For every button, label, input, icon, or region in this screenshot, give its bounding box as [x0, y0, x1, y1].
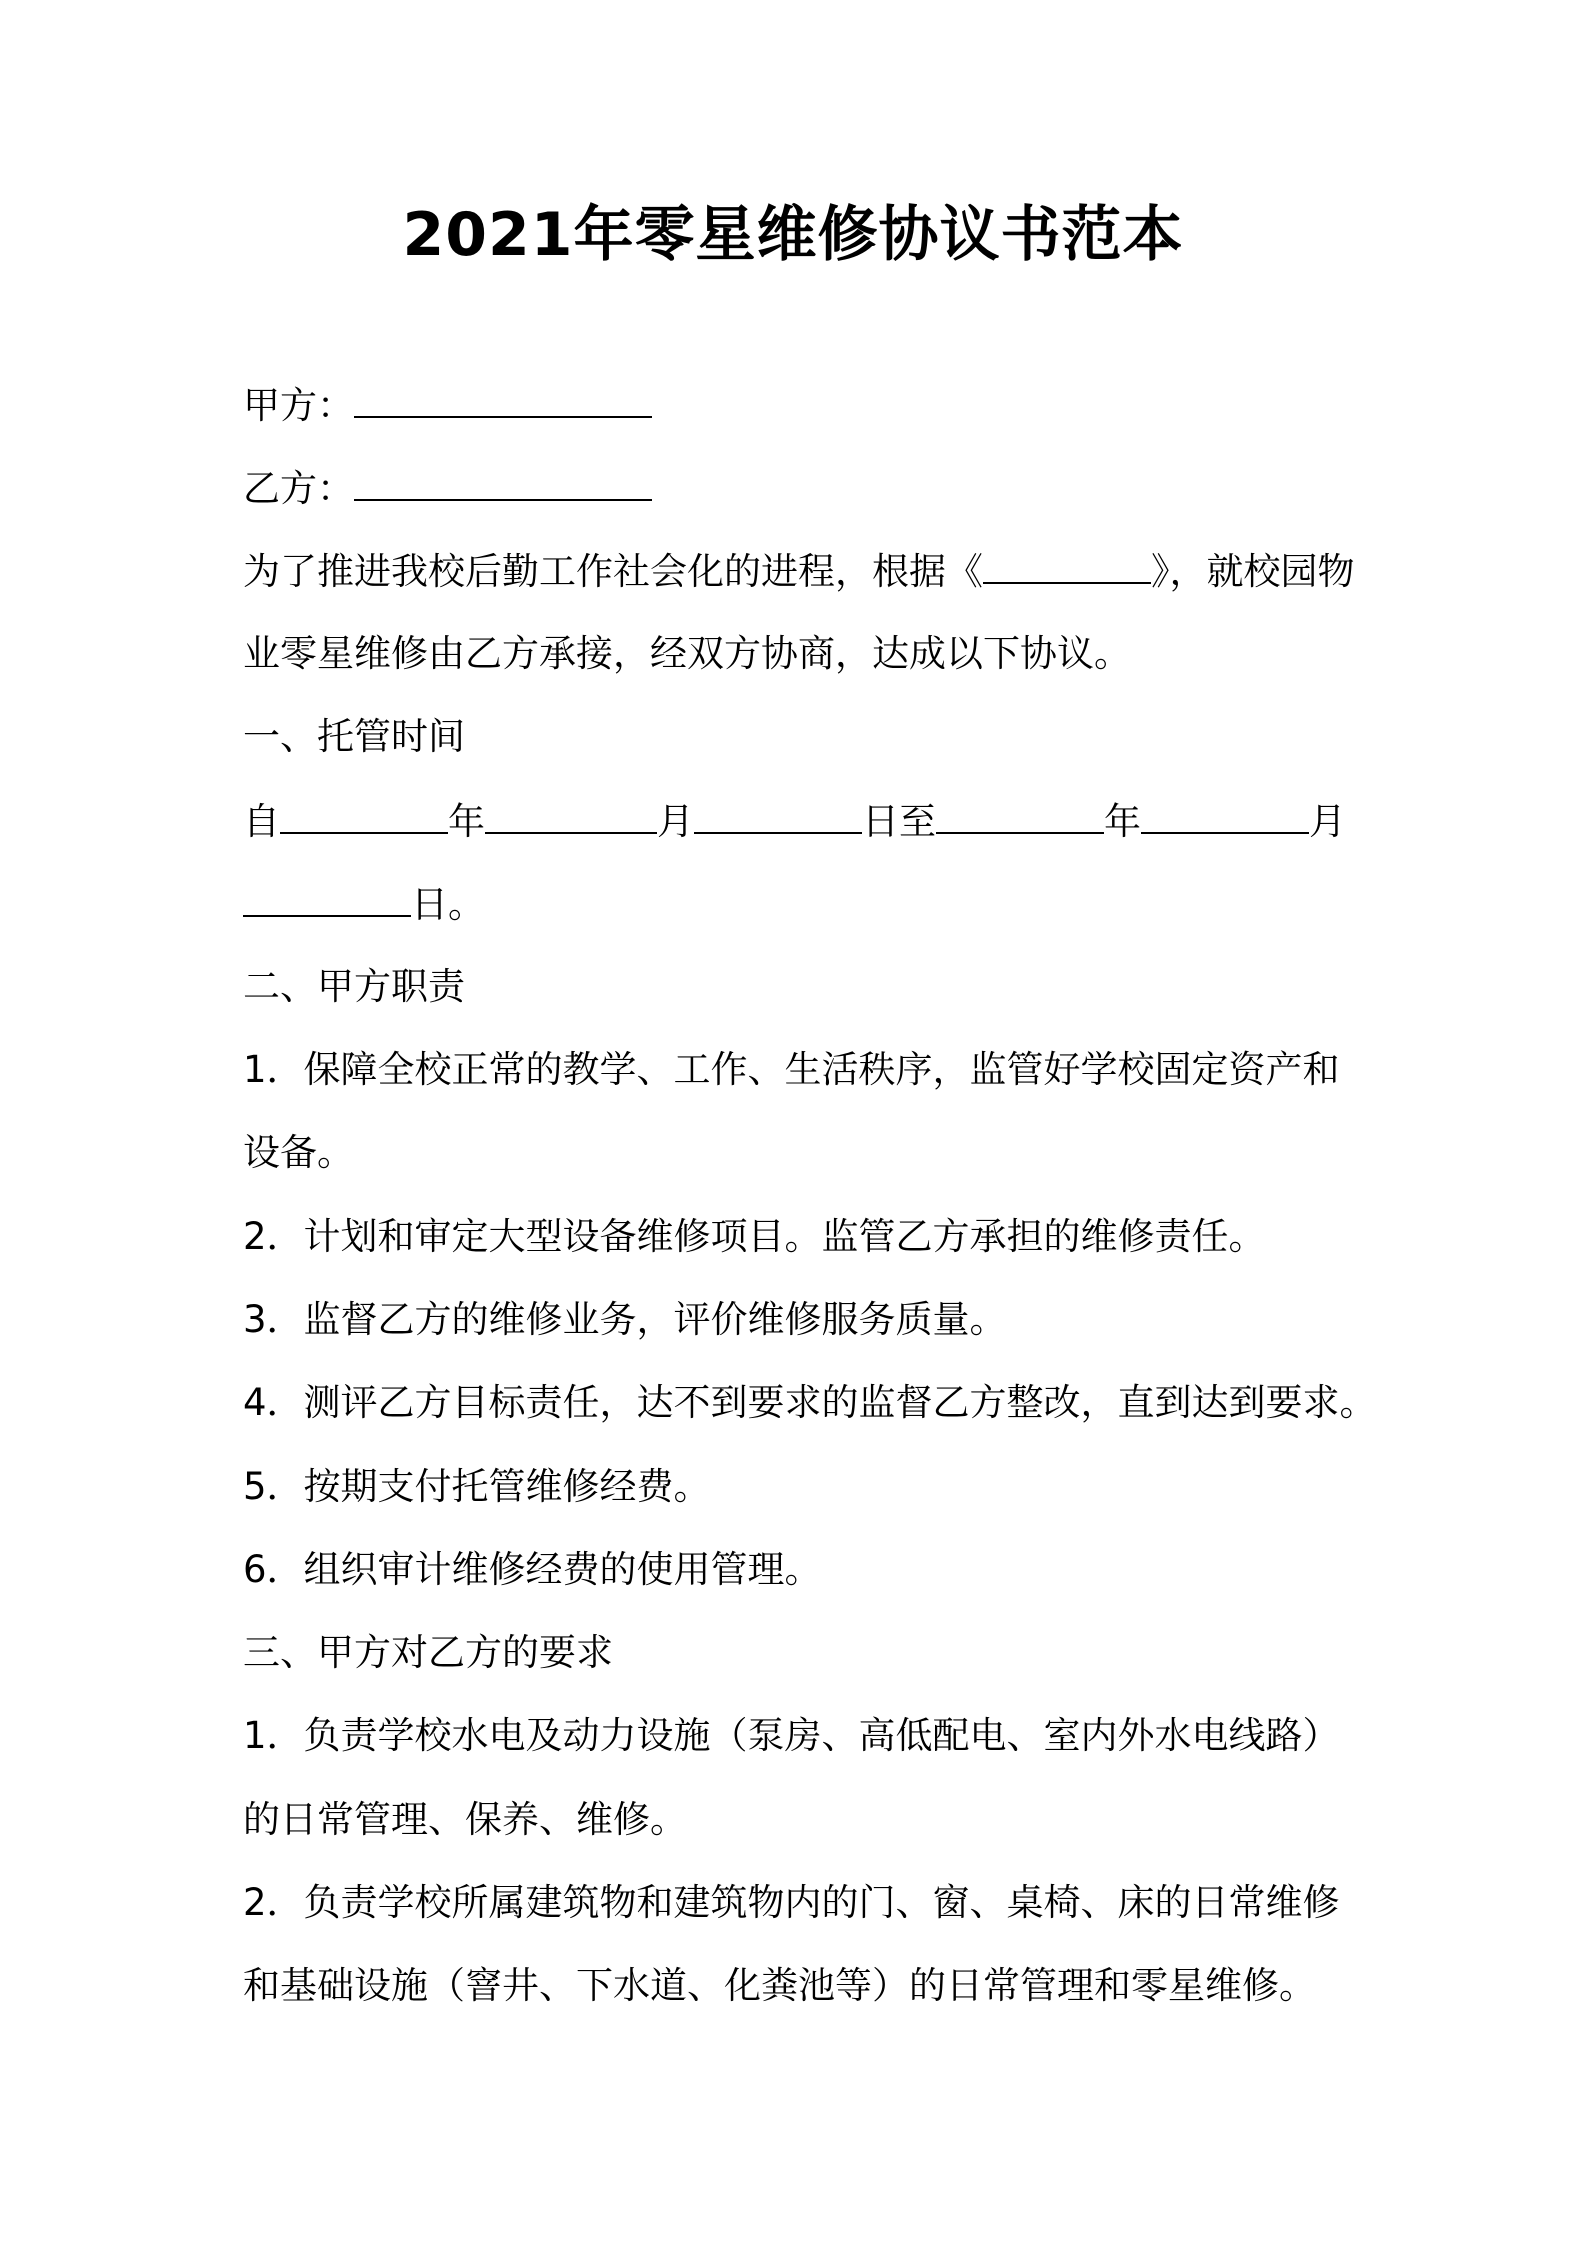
intro-line-2: 业零星维修由乙方承接，经双方协商，达成以下协议。	[243, 632, 1131, 675]
basis-document-blank[interactable]	[983, 546, 1151, 584]
party-b-line	[243, 463, 652, 514]
item-number: 4．	[243, 1381, 304, 1424]
party-a-label: 甲方：	[243, 384, 354, 427]
s2-item-2	[243, 1212, 1266, 1262]
item-number: 2．	[243, 1215, 304, 1258]
s2-item-5	[243, 1462, 711, 1512]
item-text: 测评乙方目标责任，达不到要求的监督乙方整改，直到达到要求。	[303, 1381, 1377, 1424]
party-a-line	[243, 380, 652, 431]
day-to-label: 日至	[862, 800, 936, 843]
start-month-blank[interactable]	[485, 796, 657, 834]
party-b-label: 乙方：	[243, 467, 354, 510]
end-year-blank[interactable]	[936, 796, 1104, 834]
year-label-2: 年	[1104, 800, 1141, 843]
item-text: 负责学校所属建筑物和建筑物内的门、窗、桌椅、床的日常维修	[303, 1881, 1340, 1924]
year-label: 年	[448, 800, 485, 843]
item-text: 计划和审定大型设备维修项目。监管乙方承担的维修责任。	[303, 1215, 1266, 1258]
s3-item-1-cont: 的日常管理、保养、维修。	[243, 1798, 687, 1841]
month-label: 月	[657, 800, 694, 843]
s2-item-3	[243, 1295, 1007, 1345]
end-day-blank[interactable]	[243, 879, 411, 917]
item-number: 1．	[243, 1714, 304, 1757]
item-number: 1．	[243, 1048, 304, 1091]
item-text: 监督乙方的维修业务，评价维修服务质量。	[303, 1298, 1007, 1341]
item-number: 3．	[243, 1298, 304, 1341]
party-b-blank[interactable]	[354, 463, 652, 501]
document-title: 2021年零星维修协议书范本	[402, 200, 1184, 270]
s3-item-2-cont: 和基础设施（窨井、下水道、化粪池等）的日常管理和零星维修。	[243, 1964, 1316, 2007]
intro-line-1	[243, 546, 1355, 597]
section-3-heading: 三、甲方对乙方的要求	[243, 1631, 613, 1674]
item-number: 2．	[243, 1881, 304, 1924]
end-month-blank[interactable]	[1141, 796, 1309, 834]
s2-item-1-cont: 设备。	[243, 1131, 354, 1174]
item-text: 组织审计维修经费的使用管理。	[303, 1548, 822, 1591]
section-2-heading: 二、甲方职责	[243, 965, 465, 1008]
party-a-blank[interactable]	[354, 380, 652, 418]
date-end-line	[243, 879, 485, 930]
s2-item-6	[243, 1545, 822, 1595]
s2-item-4	[243, 1378, 1377, 1428]
day-end-label: 日。	[411, 883, 485, 926]
item-number: 6．	[243, 1548, 304, 1591]
s2-item-1	[243, 1045, 1340, 1095]
section-1-heading: 一、托管时间	[243, 715, 465, 758]
item-text: 按期支付托管维修经费。	[303, 1465, 711, 1508]
s3-item-1	[243, 1711, 1340, 1761]
month-label-2: 月	[1309, 800, 1346, 843]
item-text: 保障全校正常的教学、工作、生活秩序，监管好学校固定资产和	[303, 1048, 1340, 1091]
intro-text-a: 为了推进我校后勤工作社会化的进程，根据《	[243, 550, 983, 593]
s3-item-2	[243, 1878, 1340, 1928]
item-number: 5．	[243, 1465, 304, 1508]
date-from-label: 自	[243, 800, 280, 843]
item-text: 负责学校水电及动力设施（泵房、高低配电、室内外水电线路）	[303, 1714, 1340, 1757]
intro-text-b: 》，就校园物	[1151, 550, 1355, 593]
start-day-blank[interactable]	[694, 796, 862, 834]
date-range-line	[243, 796, 1346, 847]
start-year-blank[interactable]	[280, 796, 448, 834]
